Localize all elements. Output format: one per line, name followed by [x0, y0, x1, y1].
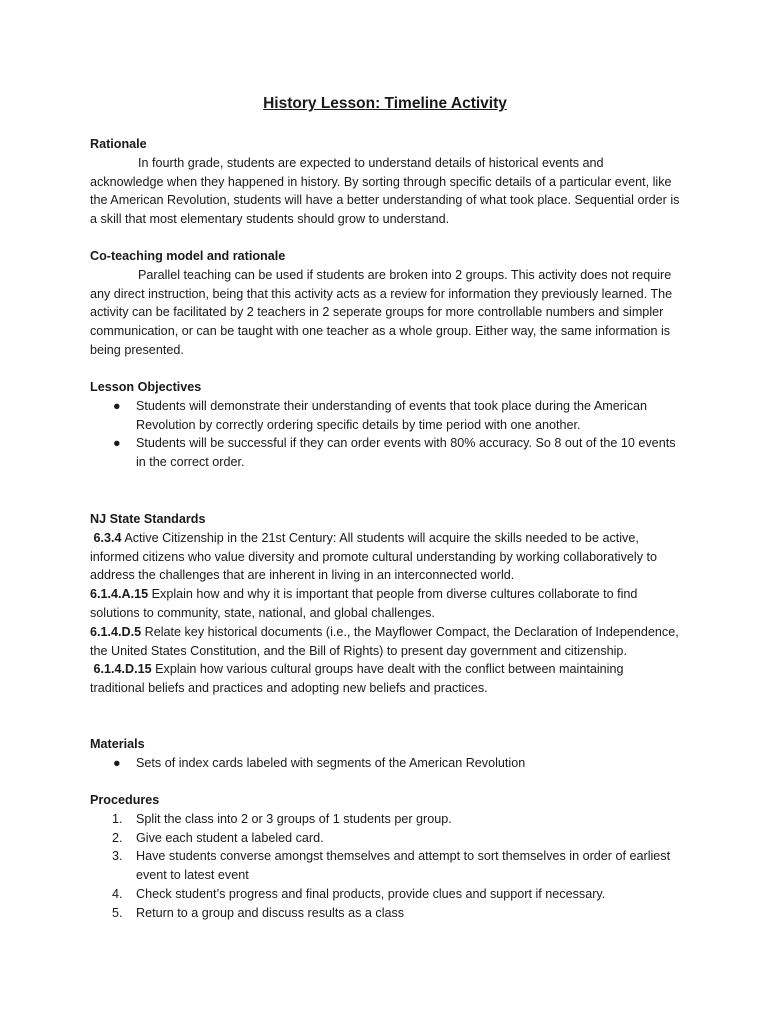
list-item — [90, 810, 680, 829]
objectives-section — [90, 378, 680, 472]
rationale-heading: Rationale — [90, 137, 147, 151]
standard-entry — [90, 660, 680, 698]
list-item — [90, 885, 680, 904]
procedures-heading: Procedures — [90, 793, 160, 807]
list-item — [90, 904, 680, 923]
step-text: Check student’s progress and final products, provide clues and support if necessary. — [136, 886, 606, 901]
step-number: 2. — [112, 830, 123, 845]
list-item — [90, 847, 680, 885]
step-number: 5. — [112, 905, 123, 920]
materials-section — [90, 735, 680, 773]
standard-code: 6.1.4.A.15 — [90, 587, 149, 602]
standards-section — [90, 510, 680, 698]
objective-text: Students will be successful if they can order events with 80% accuracy. So 8 out of the 10 events in the correct order. — [136, 436, 676, 470]
objective-text: Students will demonstrate their understanding of events that took place during the American Revolution by correctly ordering specific details by time period with one another. — [136, 398, 648, 432]
bullet-icon: ● — [113, 398, 121, 413]
step-number: 1. — [112, 811, 123, 826]
standard-text: Explain how various cultural groups have dealt with the conflict between maintaining traditional beliefs and practices and adopting new beliefs and practices. — [90, 662, 624, 696]
material-text: Sets of index cards labeled with segments of the American Revolution — [136, 755, 526, 770]
list-item — [90, 829, 680, 848]
coteaching-heading: Co-teaching model and rationale — [90, 249, 286, 263]
standard-code: 6.1.4.D.5 — [90, 624, 142, 639]
procedures-section — [90, 791, 680, 923]
rationale-section — [90, 135, 680, 229]
step-text: Give each student a labeled card. — [136, 830, 324, 845]
bullet-icon: ● — [113, 755, 121, 770]
step-text: Have students converse amongst themselves and attempt to sort themselves in order of earliest event to latest event — [136, 849, 671, 883]
step-number: 3. — [112, 849, 123, 864]
standards-heading: NJ State Standards — [90, 512, 206, 526]
objectives-list — [90, 397, 680, 472]
list-item — [90, 397, 680, 435]
objectives-heading: Lesson Objectives — [90, 380, 202, 394]
standard-code: 6.1.4.D.15 — [93, 662, 152, 677]
standard-code: 6.3.4 — [93, 530, 122, 545]
standard-entry — [90, 529, 680, 585]
standard-text: Explain how and why it is important that people from diverse cultures collaborate to find solutions to community, state, national, and global challenges. — [90, 587, 638, 620]
document-title: History Lesson: Timeline Activity — [263, 95, 507, 112]
coteaching-section — [90, 247, 680, 360]
standard-text: Relate key historical documents (i.e., the Mayflower Compact, the Declaration of Independence, the United States Constitution, and the Bill of Rights) to present day government and citizenship. — [90, 624, 679, 658]
step-number: 4. — [112, 886, 123, 901]
materials-heading: Materials — [90, 737, 145, 751]
materials-list — [90, 754, 680, 773]
standard-entry — [90, 585, 680, 623]
rationale-text: In fourth grade, students are expected to understand details of historical events and acknowledge when they happened in history. By sorting through specific details of a particular event, like the American Revolution, students will have a better understanding of what took place. Sequential order is a skill that most elementary students should grow to understand. — [90, 155, 680, 227]
procedures-list — [90, 810, 680, 923]
standard-text: Active Citizenship in the 21st Century: All students will acquire the skills needed to be active, informed citizens who value diversity and promote cultural understanding by working collaboratively to address the challenges that are inherent in living in an interconnected world. — [90, 530, 658, 583]
step-text: Split the class into 2 or 3 groups of 1 students per group. — [136, 811, 452, 826]
list-item — [90, 754, 680, 773]
standard-entry — [90, 623, 680, 661]
step-text: Return to a group and discuss results as a class — [136, 905, 405, 920]
coteaching-text: Parallel teaching can be used if students are broken into 2 groups. This activity does not require any direct instruction, being that this activity acts as a review for information they previously learned. The activity can be facilitated by 2 teachers in 2 seperate groups for more controllable numbers and simpler communication, or can be taught with one teacher as a whole group. Either way, the same information is being presented. — [90, 267, 673, 357]
list-item — [90, 434, 680, 472]
bullet-icon: ● — [113, 436, 121, 451]
